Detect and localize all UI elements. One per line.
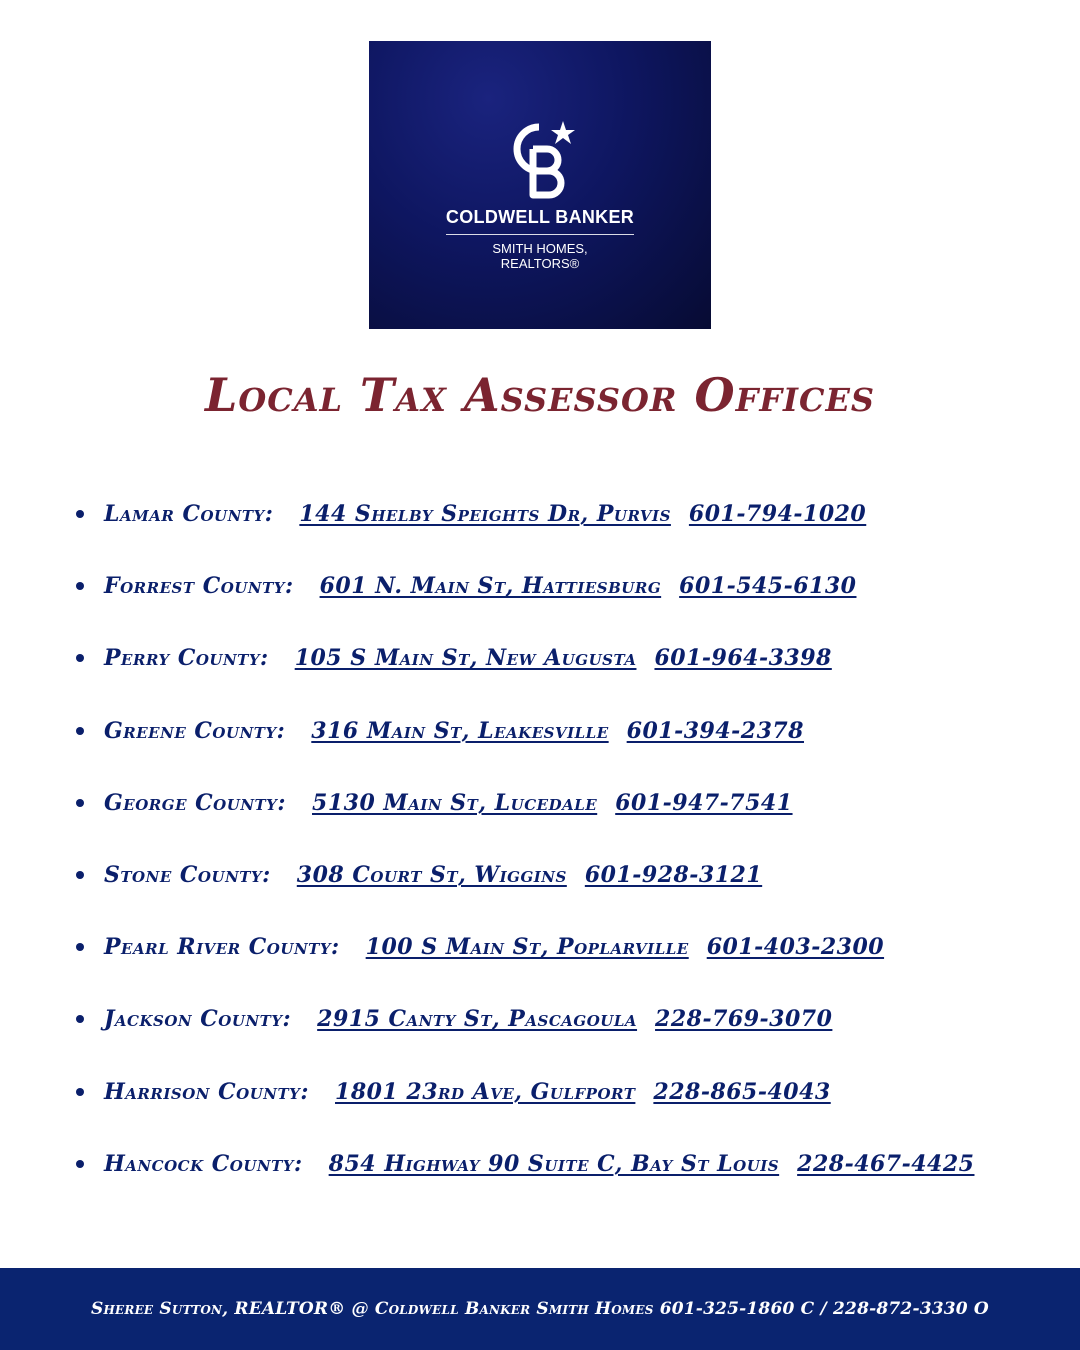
list-item xyxy=(76,622,974,694)
address-link[interactable]: 601 N. Main St, Hattiesburg xyxy=(319,573,662,600)
cb-star-logo-icon xyxy=(503,119,577,199)
address-link[interactable]: 105 S Main St, New Augusta xyxy=(294,645,637,672)
page-title: Local Tax Assessor Offices xyxy=(205,368,875,422)
list-item xyxy=(76,1128,974,1200)
phone-link[interactable]: 601-964-3398 xyxy=(654,645,832,672)
bullet-icon xyxy=(76,943,84,951)
list-item xyxy=(76,983,974,1055)
brand-subtitle-line2: REALTORS® xyxy=(500,256,580,271)
county-name: Pearl River County: xyxy=(104,934,340,961)
bullet-icon xyxy=(76,654,84,662)
bullet-icon xyxy=(76,1160,84,1168)
bullet-icon xyxy=(76,1088,84,1096)
bullet-icon xyxy=(76,582,84,590)
list-item xyxy=(76,767,974,839)
bullet-icon xyxy=(76,510,84,518)
brand-subtitle xyxy=(492,241,587,271)
address-link[interactable]: 5130 Main St, Lucedale xyxy=(312,789,598,816)
phone-link[interactable]: 601-545-6130 xyxy=(679,573,857,600)
footer-bar xyxy=(0,1268,1080,1350)
address-link[interactable]: 1801 23rd Ave, Gulfport xyxy=(335,1078,636,1105)
phone-link[interactable]: 601-928-3121 xyxy=(584,862,763,889)
county-name: Harrison County: xyxy=(104,1078,310,1105)
brand-name: COLDWELL BANKER xyxy=(446,207,634,235)
county-name: Hancock County: xyxy=(104,1150,303,1177)
bullet-icon xyxy=(76,727,84,735)
address-link[interactable]: 308 Court St, Wiggins xyxy=(296,862,567,889)
address-link[interactable]: 2915 Canty St, Pascagoula xyxy=(317,1006,638,1033)
bullet-icon xyxy=(76,799,84,807)
phone-link[interactable]: 228-769-3070 xyxy=(655,1006,833,1033)
footer-contact-text: Sheree Sutton, REALTOR® @ Coldwell Banker Smith Homes 601-325-1860 C / 228-872-3330 O xyxy=(91,1299,989,1319)
phone-link[interactable]: 228-467-4425 xyxy=(797,1150,975,1177)
county-name: Lamar County: xyxy=(104,501,274,528)
address-link[interactable]: 854 Highway 90 Suite C, Bay St Louis xyxy=(328,1150,780,1177)
bullet-icon xyxy=(76,1015,84,1023)
list-item xyxy=(76,550,974,622)
address-link[interactable]: 316 Main St, Leakesville xyxy=(311,717,609,744)
bullet-icon xyxy=(76,871,84,879)
phone-link[interactable]: 601-947-7541 xyxy=(615,789,793,816)
phone-link[interactable]: 601-794-1020 xyxy=(688,501,867,528)
office-list xyxy=(76,478,974,1200)
brand-subtitle-line1: SMITH HOMES, xyxy=(492,241,588,256)
list-item xyxy=(76,478,974,550)
phone-link[interactable]: 601-403-2300 xyxy=(706,934,885,961)
list-item xyxy=(76,695,974,767)
county-name: Greene County: xyxy=(104,717,286,744)
county-name: Stone County: xyxy=(104,862,271,889)
phone-link[interactable]: 228-865-4043 xyxy=(653,1078,831,1105)
company-logo xyxy=(369,41,711,329)
county-name: Perry County: xyxy=(104,645,269,672)
county-name: George County: xyxy=(104,789,287,816)
list-item xyxy=(76,1056,974,1128)
list-item xyxy=(76,839,974,911)
county-name: Jackson County: xyxy=(104,1006,292,1033)
list-item xyxy=(76,911,974,983)
address-link[interactable]: 144 Shelby Speights Dr, Purvis xyxy=(299,501,671,528)
county-name: Forrest County: xyxy=(104,573,294,600)
address-link[interactable]: 100 S Main St, Poplarville xyxy=(365,934,689,961)
phone-link[interactable]: 601-394-2378 xyxy=(626,717,804,744)
